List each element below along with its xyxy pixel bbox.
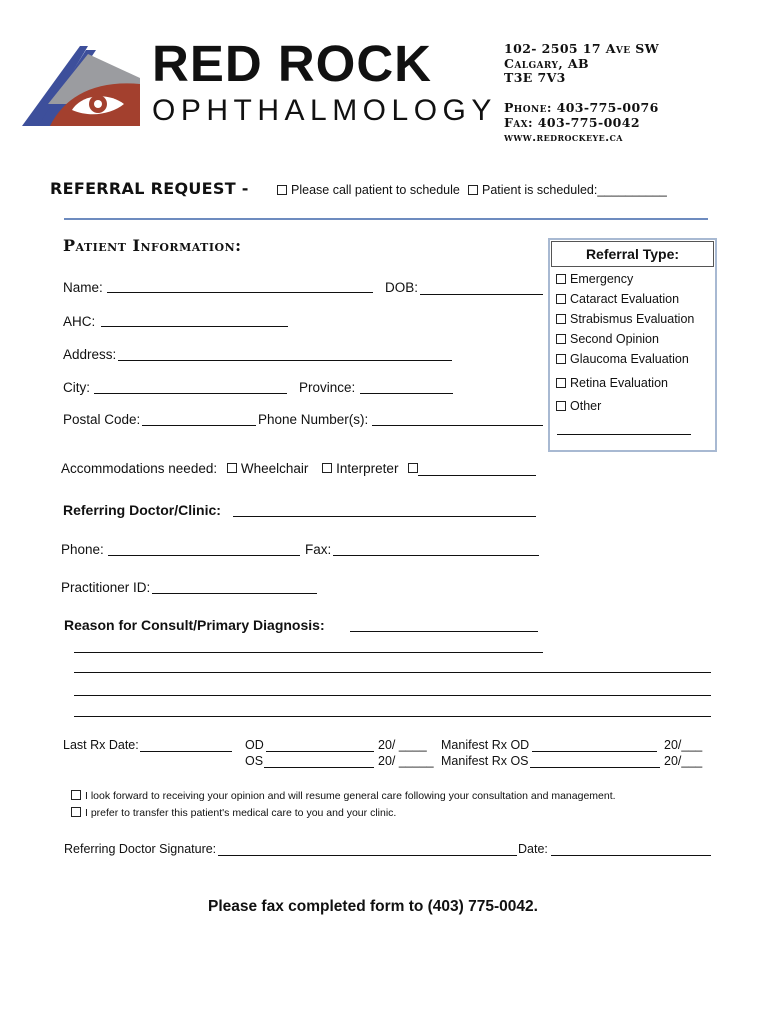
dob-field[interactable] [420,294,543,295]
resume-care-option[interactable] [71,790,616,802]
practitioner-id-field[interactable] [152,593,317,594]
manifest-od-year: 20/___ [664,738,703,752]
referral-type-retina[interactable] [556,376,668,390]
fax-instruction: Please fax completed form to (403) 775-0042. [208,898,538,915]
clinic-website: www.redrockeye.ca [504,130,623,144]
checkbox-icon[interactable] [227,463,237,473]
last-rx-field[interactable] [140,751,232,752]
manifest-od-field[interactable] [532,751,657,752]
postal-code-label: Postal Code: [63,412,141,427]
referral-type-strabismus[interactable] [556,312,694,326]
patient-scheduled-option[interactable] [468,183,667,197]
province-label: Province: [299,380,356,395]
clinic-phone: Phone: 403-775-0076 [504,100,659,115]
checkbox-icon[interactable] [468,185,478,195]
reason-line[interactable] [74,695,711,696]
signature-label: Referring Doctor Signature: [64,842,217,856]
checkbox-icon[interactable] [71,790,81,800]
option-label: Interpreter [336,461,399,476]
practitioner-id-label: Practitioner ID: [61,580,151,595]
city-field[interactable] [94,393,287,394]
referral-type-second-opinion[interactable] [556,332,659,346]
manifest-os-label: Manifest Rx OS [441,754,529,768]
doctor-phone-field[interactable] [108,555,300,556]
accommodations-row [61,461,422,476]
option-label: Other [570,399,602,413]
checkbox-icon[interactable] [322,463,332,473]
referral-type-title: Referral Type: [551,241,714,267]
checkbox-icon[interactable] [556,401,566,411]
os-field[interactable] [264,767,374,768]
address-line-3: T3E 7V3 [504,70,566,85]
referral-title: REFERRAL REQUEST - [50,179,249,198]
referral-type-glaucoma[interactable] [556,352,689,366]
checkbox-icon[interactable] [556,354,566,364]
patient-info-title: Patient Information: [63,236,242,255]
other-field[interactable] [557,434,691,435]
section-divider [64,218,708,220]
option-label: Retina Evaluation [570,376,668,390]
option-label: Wheelchair [240,461,309,476]
signature-field[interactable] [218,855,517,856]
reason-line[interactable] [74,652,543,653]
brand-name: RED ROCK [152,35,433,92]
referring-doctor-field[interactable] [233,516,536,517]
dob-label: DOB: [385,280,419,295]
referring-doctor-label: Referring Doctor/Clinic: [63,502,221,518]
referral-type-emergency[interactable] [556,272,633,286]
option-label: I look forward to receiving your opinion and will resume general care following your consultation and management. [85,790,616,802]
reason-field[interactable] [350,631,538,632]
manifest-os-year: 20/___ [664,754,703,768]
address-field[interactable] [118,360,452,361]
other-accommodation-option[interactable] [408,461,422,476]
option-label: Second Opinion [570,332,659,346]
od-label: OD [245,738,264,752]
ahc-field[interactable] [101,326,288,327]
checkbox-icon[interactable] [277,185,287,195]
province-field[interactable] [360,393,453,394]
reason-line[interactable] [74,672,711,673]
od-field[interactable] [266,751,374,752]
checkbox-icon[interactable] [556,378,566,388]
logo-mark [20,44,145,128]
phone-numbers-field[interactable] [372,425,543,426]
checkbox-icon[interactable] [556,334,566,344]
transfer-care-option[interactable] [71,807,396,819]
os-label: OS [245,754,264,768]
option-label: Glaucoma Evaluation [570,352,689,366]
doctor-fax-label: Fax: [305,542,332,557]
phone-numbers-label: Phone Number(s): [258,412,369,427]
doctor-fax-field[interactable] [333,555,539,556]
checkbox-icon[interactable] [556,294,566,304]
call-patient-label: Please call patient to schedule [291,183,460,197]
brand-subtitle: OPHTHALMOLOGY [152,94,497,127]
clinic-fax: Fax: 403-775-0042 [504,115,640,130]
option-label: Cataract Evaluation [570,292,680,306]
last-rx-label: Last Rx Date: [63,738,139,752]
postal-code-field[interactable] [142,425,256,426]
od-year: 20/ ____ [378,738,427,752]
accommodations-label: Accommodations needed: [61,461,218,476]
signature-date-label: Date: [518,842,548,856]
other-accommodation-field[interactable] [418,475,536,476]
city-label: City: [63,380,90,395]
manifest-os-field[interactable] [530,767,660,768]
name-field[interactable] [107,292,373,293]
wheelchair-option[interactable] [227,461,309,476]
referral-type-other[interactable] [556,399,601,413]
address-label: Address: [63,347,117,362]
checkbox-icon[interactable] [71,807,81,817]
patient-scheduled-label: Patient is scheduled:__________ [482,183,667,197]
address-line-1: 102- 2505 17 Ave SW [504,41,660,56]
name-label: Name: [63,280,103,295]
call-patient-option[interactable] [277,183,460,197]
manifest-od-label: Manifest Rx OD [441,738,530,752]
ahc-label: AHC: [63,314,96,329]
referral-type-cataract[interactable] [556,292,679,306]
checkbox-icon[interactable] [408,463,418,473]
reason-label: Reason for Consult/Primary Diagnosis: [64,617,325,633]
os-year: 20/ _____ [378,754,434,768]
reason-line[interactable] [74,716,711,717]
doctor-phone-label: Phone: [61,542,104,557]
option-label: Strabismus Evaluation [570,312,695,326]
signature-date-field[interactable] [551,855,711,856]
interpreter-option[interactable] [322,461,398,476]
option-label: Emergency [570,272,634,286]
checkbox-icon[interactable] [556,314,566,324]
option-label: I prefer to transfer this patient's medical care to you and your clinic. [85,807,397,819]
address-line-2: Calgary, AB [504,56,589,71]
checkbox-icon[interactable] [556,274,566,284]
